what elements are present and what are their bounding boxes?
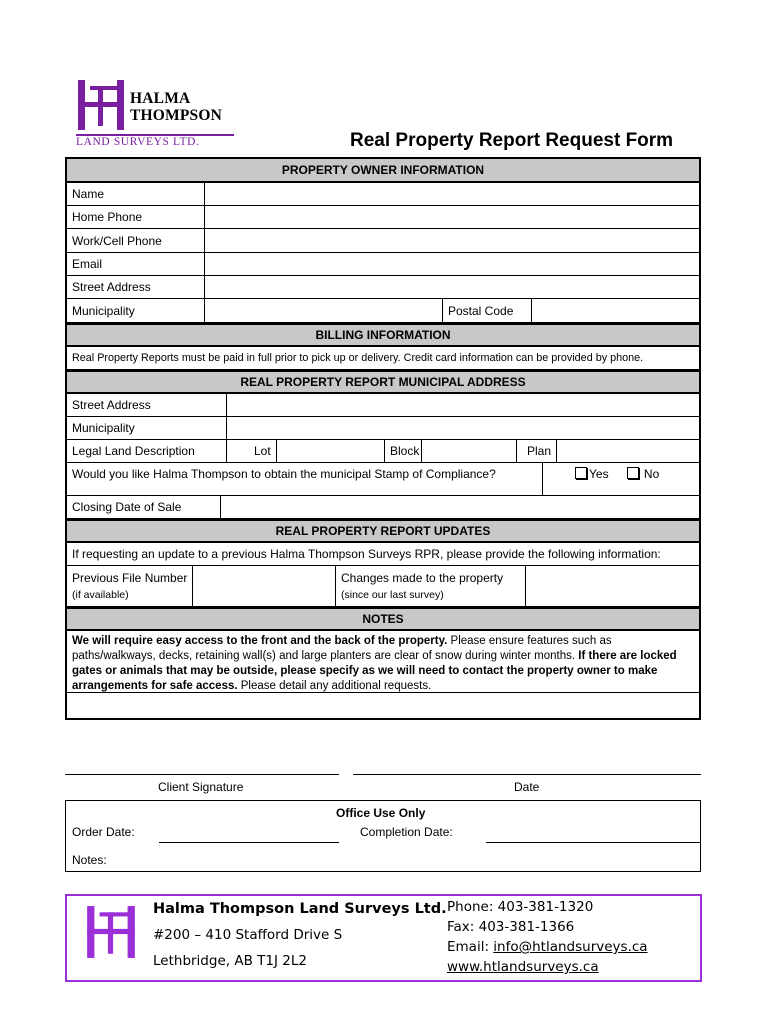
owner-name-field[interactable] bbox=[204, 183, 699, 205]
request-form bbox=[65, 157, 701, 720]
form-title: Real Property Report Request Form bbox=[350, 130, 674, 151]
additional-requests-field[interactable] bbox=[67, 693, 699, 718]
footer-company: Halma Thompson Land Surveys Ltd. bbox=[153, 901, 447, 917]
email-row: Email bbox=[67, 253, 699, 276]
work-phone-field[interactable] bbox=[204, 229, 699, 252]
changes-field[interactable] bbox=[525, 566, 699, 606]
rpr-municipality-row: Municipality bbox=[67, 417, 699, 440]
footer-email-link[interactable]: info@htlandsurveys.ca bbox=[493, 939, 648, 955]
owner-section-header: PROPERTY OWNER INFORMATION bbox=[67, 159, 699, 183]
rpr-street-field[interactable] bbox=[226, 394, 699, 416]
logo-name: HALMA THOMPSON bbox=[130, 90, 223, 124]
rpr-street-row: Street Address bbox=[67, 394, 699, 417]
email-field[interactable] bbox=[204, 253, 699, 275]
owner-street-field[interactable] bbox=[204, 276, 699, 298]
completion-date-label: Completion Date: bbox=[360, 825, 453, 839]
date-label: Date bbox=[514, 780, 540, 794]
block-field[interactable] bbox=[421, 440, 516, 462]
owner-name-row: Name bbox=[67, 183, 699, 206]
notes-section-header: NOTES bbox=[67, 607, 699, 631]
rpr-municipality-field[interactable] bbox=[226, 417, 699, 439]
logo-subtitle: LAND SURVEYS LTD. bbox=[76, 136, 200, 148]
company-logo-mark bbox=[76, 78, 126, 132]
billing-info-row: Real Property Reports must be paid in full prior to pick up or delivery. Credit card information can be provided by phone. bbox=[67, 347, 699, 370]
office-use-box bbox=[65, 800, 701, 872]
owner-municipality-row: Municipality Postal Code bbox=[67, 299, 699, 323]
footer-address-line2: Lethbridge, AB T1J 2L2 bbox=[153, 953, 307, 969]
home-phone-field[interactable] bbox=[204, 206, 699, 228]
previous-file-row: Previous File Number (if available) Changes made to the property (since our last survey) bbox=[67, 566, 699, 607]
no-checkbox[interactable]: No bbox=[627, 467, 660, 481]
notes-text: We will require easy access to the front and the back of the property. Please ensure features such as paths/walkways, decks, retaining wall(s) and large planters are clear of snow during winter months. If there are locked gates or animals that may be outside, please specify as we will need to contact the property owner to make arrangements for safe access. Please detail any additional requests. bbox=[67, 631, 699, 693]
updates-info-row: If requesting an update to a previous Halma Thompson Surveys RPR, please provide the following information: bbox=[67, 543, 699, 566]
owner-municipality-field[interactable] bbox=[204, 299, 442, 322]
yes-checkbox[interactable]: Yes bbox=[575, 467, 609, 481]
billing-section-header: BILLING INFORMATION bbox=[67, 323, 699, 347]
owner-street-row: Street Address bbox=[67, 276, 699, 299]
footer-website-link[interactable]: www.htlandsurveys.ca bbox=[447, 959, 599, 975]
updates-section-header: REAL PROPERTY REPORT UPDATES bbox=[67, 519, 699, 543]
closing-date-field[interactable] bbox=[220, 496, 699, 518]
previous-file-field[interactable] bbox=[192, 566, 335, 606]
footer-phone: Phone: 403-381-1320 bbox=[447, 899, 594, 915]
order-date-label: Order Date: bbox=[72, 825, 135, 839]
date-line[interactable] bbox=[353, 774, 701, 775]
plan-field[interactable] bbox=[556, 440, 699, 462]
address-section-header: REAL PROPERTY REPORT MUNICIPAL ADDRESS bbox=[67, 370, 699, 394]
work-phone-row: Work/Cell Phone bbox=[67, 229, 699, 253]
stamp-compliance-row: Would you like Halma Thompson to obtain the municipal Stamp of Compliance? Yes No bbox=[67, 463, 699, 496]
postal-code-field[interactable] bbox=[531, 299, 699, 322]
closing-date-row: Closing Date of Sale bbox=[67, 496, 699, 519]
client-signature-line[interactable] bbox=[65, 774, 339, 775]
footer-contact bbox=[447, 897, 648, 977]
client-signature-label: Client Signature bbox=[158, 780, 244, 794]
order-date-line[interactable] bbox=[159, 842, 339, 843]
footer-email-row: Email: info@htlandsurveys.ca bbox=[447, 939, 648, 955]
office-use-title: Office Use Only bbox=[336, 806, 426, 820]
footer-address-line1: #200 – 410 Stafford Drive S bbox=[153, 927, 343, 943]
footer-address bbox=[153, 897, 447, 973]
home-phone-row: Home Phone bbox=[67, 206, 699, 229]
footer-box bbox=[65, 894, 702, 982]
lot-field[interactable] bbox=[276, 440, 384, 462]
completion-date-line[interactable] bbox=[486, 842, 700, 843]
legal-land-row: Legal Land Description Lot Block Plan bbox=[67, 440, 699, 463]
office-notes-label: Notes: bbox=[72, 853, 107, 867]
footer-logo-mark bbox=[85, 904, 137, 960]
footer-fax: Fax: 403-381-1366 bbox=[447, 919, 575, 935]
